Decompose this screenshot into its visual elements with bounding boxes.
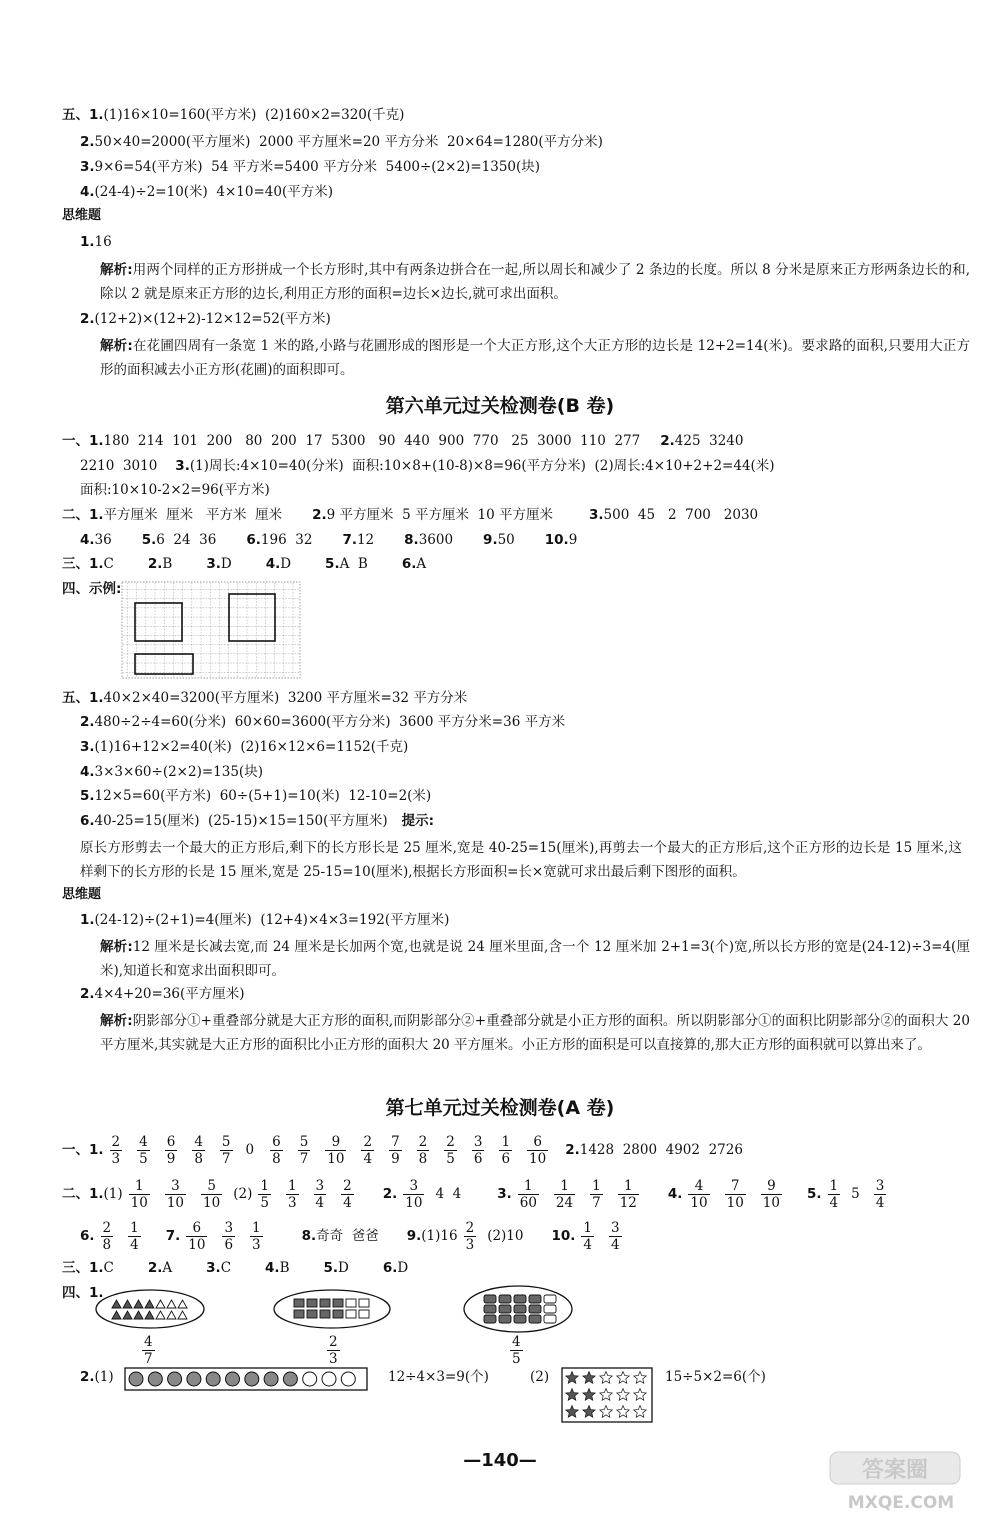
star-mark (634, 1406, 646, 1418)
rect-mark (484, 1295, 496, 1303)
rect-mark (499, 1295, 511, 1303)
think1-q2-explanation: 解析:在花圃四周有一条宽 1 米的路,小路与花圃形成的图形是一个大正方形,这个大正方形的边长是 12+2=14(米)。要求路的面积,只要用大正方形的面积减去小正方形(花圃)的面积即可。 (100, 338, 971, 378)
fraction: $\frac{1}{4}$ (130, 1220, 139, 1253)
fraction: $\frac{2}{4}$ (363, 1134, 373, 1167)
u6-p5-line6: 6.40-25=15(厘米) (25-15)×15=150(平方厘米) 提示: (80, 813, 435, 829)
circle-mark (129, 1372, 143, 1386)
fraction: $\frac{5}{10}$ (203, 1178, 221, 1211)
rect-mark (529, 1305, 541, 1313)
star-mark (566, 1389, 578, 1401)
star-mark (566, 1372, 578, 1384)
triangle-mark (134, 1311, 143, 1319)
think2-q1: 1.(24-12)÷(2+1)=4(厘米) (12+4)×4×3=192(平方厘米) (80, 912, 450, 928)
circles-strip-figure (124, 1367, 368, 1391)
fraction: $\frac{1}{10}$ (130, 1178, 148, 1211)
think2-q2-explanation: 解析:阴影部分①+重叠部分就是大正方形的面积,而阴影部分②+重叠部分就是小正方形的面积。所以阴影部分①的面积比阴影部分②的面积大 20 平方厘米,其实就是大正方形的面积比小正方形的面积大 20 平方厘米。小正方形的面积是可以直接算的,那大正方形的面积就可以算出来了。 (100, 1013, 970, 1053)
u6-p5-line2: 2.480÷2÷4=60(分米) 60×60=3600(平方分米) 3600 平方分米=36 平方米 (80, 714, 566, 730)
circle-mark (168, 1372, 182, 1386)
circle-mark (303, 1372, 317, 1386)
u7-p2-5-fractions (822, 1178, 852, 1211)
fraction: $\frac{2}{8}$ (102, 1220, 112, 1253)
fraction: $\frac{2}{3}$ (465, 1220, 475, 1253)
u7-p2-10-fractions (575, 1220, 632, 1253)
u7-p2-line1: 二、1.(1) $\frac{1}{10}$ $\frac{3}{10}$ $\frac{5}{10}$ (2) $\frac{1}{5}$ $\frac{1}{3}$ $\frac{3}{4}$ $\frac{2}{4}$ 2. $\frac{3}{10}$ 4 4 3. $\frac{1}{60}$ $\frac{1}{24}$ $\frac{1}{7}$ $\frac{1}{12}$ 4. $\frac{4}{10}$ $\frac{7}{10}$ $\frac{9}{10}$ 5. $\frac{1}{4}$ 5 $\frac{3}{4}$ (62, 1178, 897, 1211)
circle-mark (148, 1372, 162, 1386)
fraction: $\frac{2}{8}$ (418, 1134, 428, 1167)
s5-line2: 2.50×40=2000(平方厘米) 2000 平方厘米=20 平方分米 20×64=1280(平方分米) (80, 134, 603, 150)
triangle-mark (112, 1300, 121, 1308)
u7-p2-3-fractions (512, 1178, 650, 1211)
fraction: $\frac{1}{3}$ (252, 1220, 261, 1253)
triangle-mark (145, 1311, 154, 1319)
fraction: $\frac{2}{5}$ (446, 1134, 455, 1167)
u7-p4-label: 四、1. (62, 1285, 104, 1301)
circle-mark (264, 1372, 278, 1386)
u7-p2-5b-fractions (868, 1178, 898, 1211)
u7-p2-1b-fractions (252, 1178, 364, 1211)
u6-p5-line4: 4.3×3×60÷(2×2)=135(块) (80, 764, 263, 780)
fraction: $\frac{4}{8}$ (194, 1134, 203, 1167)
triangle-mark (123, 1300, 132, 1308)
page-number: —140— (463, 1450, 537, 1471)
fraction: $\frac{7}{9}$ (391, 1134, 400, 1167)
triangle-mark (178, 1311, 187, 1319)
circle-mark (322, 1372, 336, 1386)
fraction: $\frac{1}{60}$ (519, 1178, 537, 1211)
fraction: $\frac{2}{4}$ (343, 1178, 352, 1211)
fraction: $\frac{9}{10}$ (762, 1178, 780, 1211)
fraction: $\frac{3}{6}$ (224, 1220, 234, 1253)
star-mark (566, 1406, 578, 1418)
u7-p4-2b-label: (2) (530, 1369, 550, 1385)
rect-mark (514, 1305, 526, 1313)
u6-p3-line: 三、1.C 2.B 3.D 4.D 5.A B 6.A (62, 556, 427, 572)
square-mark (333, 1310, 343, 1318)
square-mark (294, 1310, 304, 1318)
star-mark (634, 1372, 646, 1384)
square-mark (294, 1299, 304, 1307)
star-mark (583, 1389, 595, 1401)
u7-p2-2-fractions (397, 1178, 435, 1211)
fraction: $\frac{1}{3}$ (287, 1178, 297, 1211)
square-mark (346, 1310, 356, 1318)
rect-mark (499, 1315, 511, 1323)
square-mark (359, 1299, 369, 1307)
circle-mark (341, 1372, 355, 1386)
rect-mark (529, 1315, 541, 1323)
rect-mark (499, 1305, 511, 1313)
triangles-oval-figure (94, 1288, 206, 1330)
u7-p2-9-fractions (458, 1220, 488, 1253)
u7-p3-line: 三、1.C 2.A 3.C 4.B 5.D 6.D (62, 1260, 409, 1276)
fig3-fraction: $\frac{4}{5}$ (512, 1334, 521, 1367)
fraction: $\frac{4}{10}$ (690, 1178, 708, 1211)
fraction: $\frac{6}{10}$ (188, 1220, 206, 1253)
think1-q1-explanation: 解析:用两个同样的正方形拼成一个长方形时,其中有两条边拼合在一起,所以周长和减少了 2 条边的长度。所以 8 分米是原来正方形两条边长的和,除以 2 就是原来正方形的边长,利用正方形的面积=边长×边长,就可求出面积。 (100, 262, 970, 302)
rect-mark (484, 1315, 496, 1323)
rect-mark (544, 1305, 556, 1313)
square-mark (359, 1310, 369, 1318)
star-mark (634, 1389, 646, 1401)
triangle-mark (112, 1311, 121, 1319)
svg-text:MXQE.COM: MXQE.COM (847, 1493, 955, 1513)
triangle-mark (134, 1300, 143, 1308)
u7-p4-2-label: 2.(1) (80, 1369, 114, 1385)
s5-line1: 五、1.(1)16×10=160(平方米) (2)160×2=320(千克) (62, 107, 405, 123)
star-mark (617, 1389, 629, 1401)
fraction: $\frac{3}{10}$ (405, 1178, 423, 1211)
square-mark (346, 1299, 356, 1307)
plain-number: 0 (245, 1142, 255, 1158)
triangle-mark (178, 1300, 187, 1308)
star-mark (600, 1389, 612, 1401)
fraction: $\frac{6}{9}$ (166, 1134, 176, 1167)
u7-p1-line: 一、1. $\frac{2}{3}$ $\frac{4}{5}$ $\frac{6}{9}$ $\frac{4}{8}$ $\frac{5}{7}$ 0 $\frac{6}{8}$ $\frac{5}{7}$ $\frac{9}{10}$ $\frac{2}{4}$ $\frac{7}{9}$ $\frac{2}{8}$ $\frac{2}{5}$ $\frac{3}{6}$ $\frac{1}{6}$ $\frac{6}{10}$ 2.1428 2800 4902 2726 (62, 1134, 743, 1167)
fraction: $\frac{9}{10}$ (327, 1134, 345, 1167)
fraction: $\frac{1}{5}$ (260, 1178, 269, 1211)
rect-mark (514, 1295, 526, 1303)
rectangles-oval-figure (462, 1284, 574, 1334)
rect-mark (544, 1295, 556, 1303)
u7-p2-1a-fractions (123, 1178, 234, 1211)
circle-mark (245, 1372, 259, 1386)
think1-q2: 2.(12+2)×(12+2)-12×12=52(平方米) (80, 311, 331, 327)
u6-p1-line1: 一、1.180 214 101 200 80 200 17 5300 90 440 900 770 25 3000 110 277 2.425 3240 (62, 433, 744, 449)
s5-line4: 4.(24-4)÷2=10(米) 4×10=40(平方米) (80, 184, 334, 200)
fraction: $\frac{1}{4}$ (829, 1178, 839, 1211)
think2-heading: 思维题 (62, 887, 102, 902)
think2-q2: 2.4×4+20=36(平方厘米) (80, 986, 245, 1002)
think1-q1: 1.16 (80, 234, 112, 250)
fraction: $\frac{7}{10}$ (726, 1178, 744, 1211)
square-mark (307, 1299, 317, 1307)
u7-p2-line2: 6. $\frac{2}{8}$ $\frac{1}{4}$ 7. $\frac{6}{10}$ $\frac{3}{6}$ $\frac{1}{3}$ 8.奇奇 爸爸 9.(1)16 $\frac{2}{3}$ (2)10 10. $\frac{1}{4}$ $\frac{3}{4}$ (80, 1220, 633, 1253)
unit6b-title: 第六单元过关检测卷(B 卷) (385, 395, 615, 417)
rect-mark (544, 1315, 556, 1323)
square-mark (320, 1310, 330, 1318)
fraction: $\frac{5}{7}$ (299, 1134, 309, 1167)
star-mark (583, 1406, 595, 1418)
fraction: $\frac{3}{4}$ (875, 1178, 885, 1211)
rect-mark (529, 1295, 541, 1303)
u7-p4-2b-calc: 15÷5×2=6(个) (665, 1369, 766, 1385)
u7-p2-4-fractions (682, 1178, 793, 1211)
square-mark (333, 1299, 343, 1307)
triangle-mark (156, 1300, 165, 1308)
fraction: $\frac{1}{6}$ (501, 1134, 511, 1167)
rect-mark (484, 1305, 496, 1313)
fraction: $\frac{1}{12}$ (619, 1178, 637, 1211)
fraction: $\frac{1}{24}$ (555, 1178, 574, 1211)
u6-p5-tip-text: 原长方形剪去一个最大的正方形后,剩下的长方形长是 25 厘米,宽是 40-25=15(厘米),再剪去一个最大的正方形后,这个正方形的边长是 15 厘米,这样剩下的长方形的长是 15 厘米,宽是 25-15=10(厘米),根据长方形面积=长×宽就可求出最后剩下图形的面积。 (80, 840, 962, 880)
u6-p2-line2: 4.36 5.6 24 36 6.196 32 7.12 8.3600 9.50 10.9 (80, 532, 578, 548)
stars-grid-figure (561, 1367, 653, 1423)
circle-mark (206, 1372, 220, 1386)
star-mark (600, 1372, 612, 1384)
u6-p5-line3: 3.(1)16+12×2=40(米) (2)16×12×6=1152(千克) (80, 739, 409, 755)
fraction: $\frac{3}{4}$ (611, 1220, 620, 1253)
u6-p5-line5: 5.12×5=60(平方米) 60÷(5+1)=10(米) 12-10=2(米) (80, 788, 432, 804)
think2-q1-explanation: 解析:12 厘米是长减去宽,而 24 厘米是长加两个宽,也就是说 24 厘米里面,含一个 12 厘米加 2+1=3(个)宽,所以长方形的宽是(24-12)÷3=4(厘米),知道长和宽求出面积即可。 (100, 939, 970, 979)
u6-p2-line1: 二、1.平方厘米 厘米 平方米 厘米 2.9 平方厘米 5 平方厘米 10 平方厘米 3.500 45 2 700 2030 (62, 507, 759, 523)
fraction: $\frac{6}{10}$ (529, 1134, 547, 1167)
u6-p4-label: 四、示例: (62, 581, 122, 597)
watermark-logo (826, 1448, 976, 1514)
fraction: $\frac{2}{3}$ (111, 1134, 121, 1167)
circle-mark (226, 1372, 240, 1386)
triangle-mark (145, 1300, 154, 1308)
u7-p4-2a-calc: 12÷4×3=9(个) (388, 1369, 489, 1385)
star-mark (600, 1406, 612, 1418)
triangle-mark (167, 1311, 176, 1319)
circle-mark (187, 1372, 201, 1386)
fraction: $\frac{3}{10}$ (166, 1178, 185, 1211)
unit7a-title: 第七单元过关检测卷(A 卷) (385, 1097, 615, 1119)
star-mark (617, 1406, 629, 1418)
fraction: $\frac{3}{6}$ (473, 1134, 483, 1167)
u7-p2-6-fractions (95, 1220, 152, 1253)
fraction: $\frac{1}{7}$ (592, 1178, 601, 1211)
fraction: $\frac{6}{8}$ (272, 1134, 281, 1167)
square-mark (320, 1299, 330, 1307)
u6-p1-line2: 2210 3010 3.(1)周长:4×10=40(分米) 面积:10×8+(10-8)×8=96(平方分米) (2)周长:4×10+2+2=44(米) (80, 458, 775, 474)
fig2-fraction: $\frac{2}{3}$ (329, 1334, 338, 1367)
triangle-mark (156, 1311, 165, 1319)
u7-p2-7-fractions (180, 1220, 273, 1253)
svg-text:答案圈: 答案圈 (861, 1458, 929, 1483)
circle-mark (283, 1372, 297, 1386)
rect-mark (514, 1315, 526, 1323)
u6-p5-line1: 五、1.40×2×40=3200(平方厘米) 3200 平方厘米=32 平方分米 (62, 690, 468, 706)
triangle-mark (123, 1311, 132, 1319)
fraction: $\frac{4}{5}$ (139, 1134, 148, 1167)
grid-drawing-figure (118, 580, 303, 680)
fraction: $\frac{3}{4}$ (315, 1178, 325, 1211)
square-mark (307, 1310, 317, 1318)
fraction: $\frac{5}{7}$ (221, 1134, 231, 1167)
fig1-fraction: $\frac{4}{7}$ (144, 1334, 153, 1367)
star-mark (617, 1372, 629, 1384)
s5-line3: 3.9×6=54(平方米) 54 平方米=5400 平方分米 5400÷(2×2)=1350(块) (80, 159, 541, 175)
squares-oval-figure (272, 1288, 392, 1330)
u6-p1-line3: 面积:10×10-2×2=96(平方米) (80, 482, 270, 498)
triangle-mark (167, 1300, 176, 1308)
think1-heading: 思维题 (62, 208, 102, 223)
star-mark (583, 1372, 595, 1384)
fraction: $\frac{1}{4}$ (583, 1220, 593, 1253)
